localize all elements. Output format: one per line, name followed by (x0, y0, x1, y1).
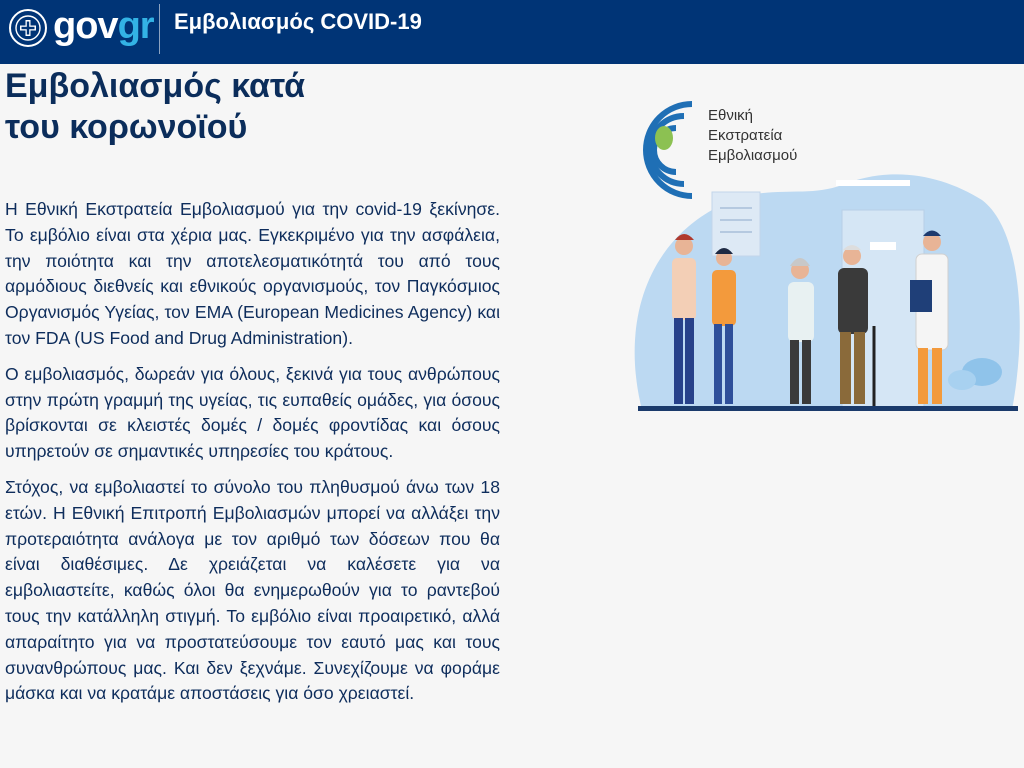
paragraph-goal: Στόχος, να εμβολιαστεί το σύνολο του πληθυσμού άνω των 18 ετών. Η Εθνική Επιτροπή Εμβολιασμών μπορεί να αλλάξει την προτεραιότητα ανάλογα με τον αριθμό των δόσεων που θα είναι διαθέσιμες. Δε χρειάζεται να καλέσετε για να εμβολιαστείτε, καθώς όλοι θα ενημερωθούν για το ραντεβού τους την κατάλληλη στιγμή. Το εμβόλιο είναι προαιρετικό, αλλά απαραίτητο για να προστατεύσουμε τον εαυτό μας και τους συνανθρώπους μας. Και δεν ξεχνάμε. Συνεχίζουμε να φοράμε μάσκα και να κρατάμε αποστάσεις για όσο χρειαστεί. (5, 476, 500, 704)
logo-gov-text: gov (53, 5, 118, 47)
floor-line (638, 406, 1018, 411)
logo-gr-text: gr (117, 5, 154, 47)
page-title (5, 66, 425, 148)
page-title-line-2: του κορωνοϊού (5, 108, 248, 146)
paragraph-priority-groups: Ο εμβολιασμός, δωρεάν για όλους, ξεκινά για τους ανθρώπους στην πρώτη γραμμή της υγείας, τις ευπαθείς ομάδες, για όσους βρίσκονται σε κλειστές δομές / δομές φροντίδας και όσους υπηρετούν σε σημαντικές υπηρεσίες του κράτους. (5, 363, 500, 462)
vaccination-campaign-illustration (612, 80, 1024, 420)
campaign-line-2: Εκστρατεία (708, 127, 783, 144)
page-title-line-1: Εμβολιασμός κατά (5, 67, 306, 105)
govgr-logo[interactable] (53, 3, 154, 49)
campaign-logo-text (708, 106, 797, 166)
illustration-graphic (612, 80, 1024, 420)
campaign-logo-icon (646, 104, 692, 196)
top-header (0, 0, 1024, 64)
wall-lamp (836, 180, 910, 186)
campaign-line-3: Εμβολιασμού (708, 147, 798, 164)
paragraph-campaign-start: Η Εθνική Εκστρατεία Εμβολιασμού για την covid-19 ξεκίνησε. Το εμβόλιο είναι στα χέρια μας. Εγκεκριμένο για την ασφάλεια, την ποιότητα και την αποτελεσματικότητά του από τους αρμόδιους διεθνείς και εθνικούς οργανισμούς, τον Παγκόσμιος Οργανισμός Υγείας, τον EMA (European Medicines Agency) και τον FDA (US Food and Drug Administration). (5, 199, 500, 348)
intro-text (5, 197, 500, 717)
header-divider (159, 4, 160, 54)
campaign-line-1: Εθνική (708, 107, 754, 124)
greek-emblem-icon[interactable] (9, 9, 47, 47)
wall-notice (712, 192, 760, 256)
app-title[interactable]: Εμβολιασμός COVID-19 (174, 9, 422, 34)
